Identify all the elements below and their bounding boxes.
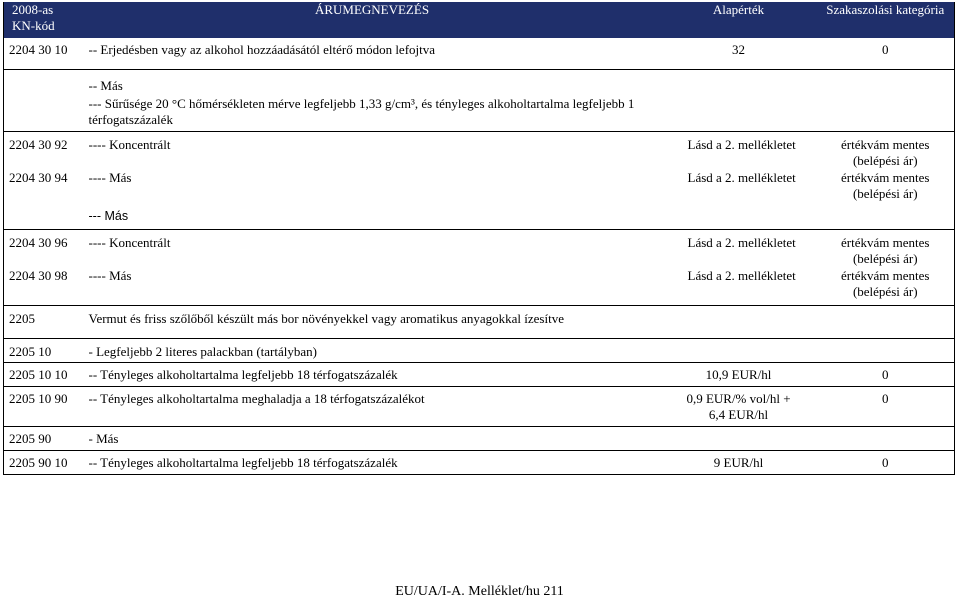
- row-stage: [817, 339, 955, 363]
- row-desc: -- Tényleges alkoholtartalma legfeljebb 18 térfogatszázalék: [84, 363, 661, 387]
- row-desc: ---- Koncentrált: [84, 230, 661, 268]
- row-rate: 0,9 EUR/% vol/hl + 6,4 EUR/hl: [661, 387, 817, 427]
- table-row: [4, 427, 955, 451]
- header-stage: Szakaszolási kategória: [817, 2, 955, 38]
- row-rate: [661, 69, 817, 94]
- table-row: [4, 339, 955, 363]
- row-desc: - Más: [84, 427, 661, 451]
- page-footer: EU/UA/I-A. Melléklet/hu 211: [395, 584, 564, 599]
- row-rate: Lásd a 2. mellékletet: [661, 230, 817, 268]
- row-desc: --- Más: [88, 208, 129, 223]
- row-code: 2205 90 10: [4, 451, 84, 475]
- row-rate: 9 EUR/hl: [661, 451, 817, 475]
- row-rate: [661, 94, 817, 132]
- row-desc: -- Tényleges alkoholtartalma legfeljebb 18 térfogatszázalék: [84, 451, 661, 475]
- row-code: [4, 94, 84, 132]
- table-row: [4, 38, 955, 69]
- table-row: [4, 170, 955, 202]
- row-rate: Lásd a 2. mellékletet: [661, 132, 817, 170]
- row-code: 2205: [4, 306, 84, 339]
- row-desc: -- Más: [84, 69, 661, 94]
- row-stage: [817, 427, 955, 451]
- tariff-table: [3, 2, 955, 475]
- header-name: ÁRUMEGNEVEZÉS: [84, 2, 661, 38]
- row-desc: -- Tényleges alkoholtartalma meghaladja a 18 térfogatszázalékot: [84, 387, 661, 427]
- table-row: [4, 306, 955, 339]
- row-code: 2204 30 98: [4, 268, 84, 306]
- row-code: 2205 10 10: [4, 363, 84, 387]
- table-row: [4, 451, 955, 475]
- table-header-row: [4, 2, 955, 38]
- row-code: 2204 30 10: [4, 38, 84, 69]
- row-rate: [661, 427, 817, 451]
- row-stage: 0: [817, 387, 955, 427]
- row-stage: 0: [817, 38, 955, 69]
- row-desc: Vermut és friss szőlőből készült más bor növényekkel vagy aromatikus anyagokkal ízesítve: [84, 306, 661, 339]
- row-rate: 32: [732, 42, 745, 57]
- table-row: [4, 94, 955, 132]
- row-stage: értékvám mentes (belépési ár): [817, 170, 955, 202]
- row-rate: [661, 306, 817, 339]
- row-desc: ---- Koncentrált: [84, 132, 661, 170]
- row-stage: értékvám mentes (belépési ár): [817, 268, 955, 306]
- row-rate: [661, 202, 817, 230]
- row-code: 2204 30 96: [4, 230, 84, 268]
- row-rate: [661, 339, 817, 363]
- header-rate: Alapérték: [661, 2, 817, 38]
- table-row: [4, 202, 955, 230]
- row-stage: [817, 306, 955, 339]
- row-desc: -- Erjedésben vagy az alkohol hozzáadásától eltérő módon lefojtva: [88, 42, 436, 57]
- table-row: [4, 230, 955, 268]
- table-row: [4, 387, 955, 427]
- row-stage: 0: [817, 363, 955, 387]
- row-code: 2205 90: [4, 427, 84, 451]
- row-rate: Lásd a 2. mellékletet: [687, 169, 796, 185]
- row-code: [4, 69, 84, 94]
- row-code: 2204 30 92: [4, 132, 84, 170]
- row-rate: 10,9 EUR/hl: [661, 363, 817, 387]
- table-row: [4, 268, 955, 306]
- row-stage: értékvám mentes (belépési ár): [817, 230, 955, 268]
- header-code: 2008-as KN-kód: [4, 2, 84, 38]
- row-stage: 0: [817, 451, 955, 475]
- table-row: [4, 363, 955, 387]
- row-code: [4, 202, 84, 230]
- row-stage: [817, 69, 955, 94]
- row-desc: --- Sűrűsége 20 °C hőmérsékleten mérve legfeljebb 1,33 g/cm³, és tényleges alkoholtartalma legfeljebb 1 térfogatszázalék: [88, 95, 635, 127]
- row-rate: Lásd a 2. mellékletet: [687, 267, 796, 283]
- row-desc: ---- Más: [88, 267, 132, 283]
- row-stage: értékvám mentes (belépési ár): [817, 132, 955, 170]
- row-desc: - Legfeljebb 2 literes palackban (tartályban): [84, 339, 661, 363]
- table-row: [4, 69, 955, 94]
- row-stage: [817, 94, 955, 132]
- row-desc: ---- Más: [88, 169, 132, 185]
- table-row: [4, 132, 955, 170]
- row-stage: [817, 202, 955, 230]
- row-code: 2205 10 90: [4, 387, 84, 427]
- row-code: 2204 30 94: [4, 170, 84, 202]
- row-code: 2205 10: [4, 339, 84, 363]
